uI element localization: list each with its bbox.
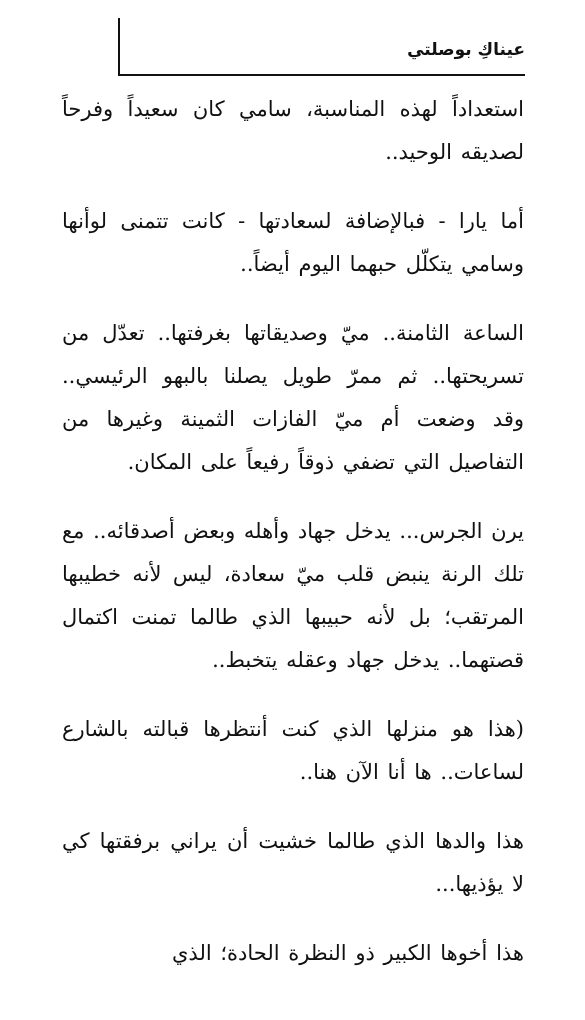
paragraph-7: هذا أخوها الكبير ذو النظرة الحادة؛ الذي: [172, 941, 524, 965]
paragraph-6: هذا والدها الذي طالما خشيت أن يراني برفقتها كي لا يؤذيها...: [62, 829, 524, 896]
book-title: عيناكِ بوصلتي: [407, 40, 525, 60]
paragraph-3: الساعة الثامنة.. ميّ وصديقاتها بغرفتها.. تعدّل من تسريحتها.. ثم ممرّ طويل يصلنا بالبهو الرئيسي.. وقد وضعت أم ميّ الفازات الثمينة وغيرها من التفاصيل التي تضفي ذوقاً رفيعاً على المكان.: [62, 321, 524, 474]
page-header: [118, 18, 525, 76]
paragraph-4: يرن الجرس... يدخل جهاد وأهله وبعض أصدقائه.. مع تلك الرنة ينبض قلب ميّ سعادة، ليس لأنه خطيبها المرتقب؛ بل لأنه حبيبها الذي طالما تمنت اكتمال قصتهما.. يدخل جهاد وعقله يتخبط..: [62, 519, 524, 672]
paragraph-2: أما يارا - فبالإضافة لسعادتها - كانت تتمنى لوأنها وسامي يتكلّل حبهما اليوم أيضاً..: [62, 209, 524, 276]
page-body: [62, 88, 524, 1001]
paragraph-5: (هذا هو منزلها الذي كنت أنتظرها قبالته بالشارع لساعات.. ها أنا الآن هنا..: [62, 717, 524, 784]
paragraph-1: استعداداً لهذه المناسبة، سامي كان سعيداً وفرحاً لصديقه الوحيد..: [62, 97, 524, 164]
